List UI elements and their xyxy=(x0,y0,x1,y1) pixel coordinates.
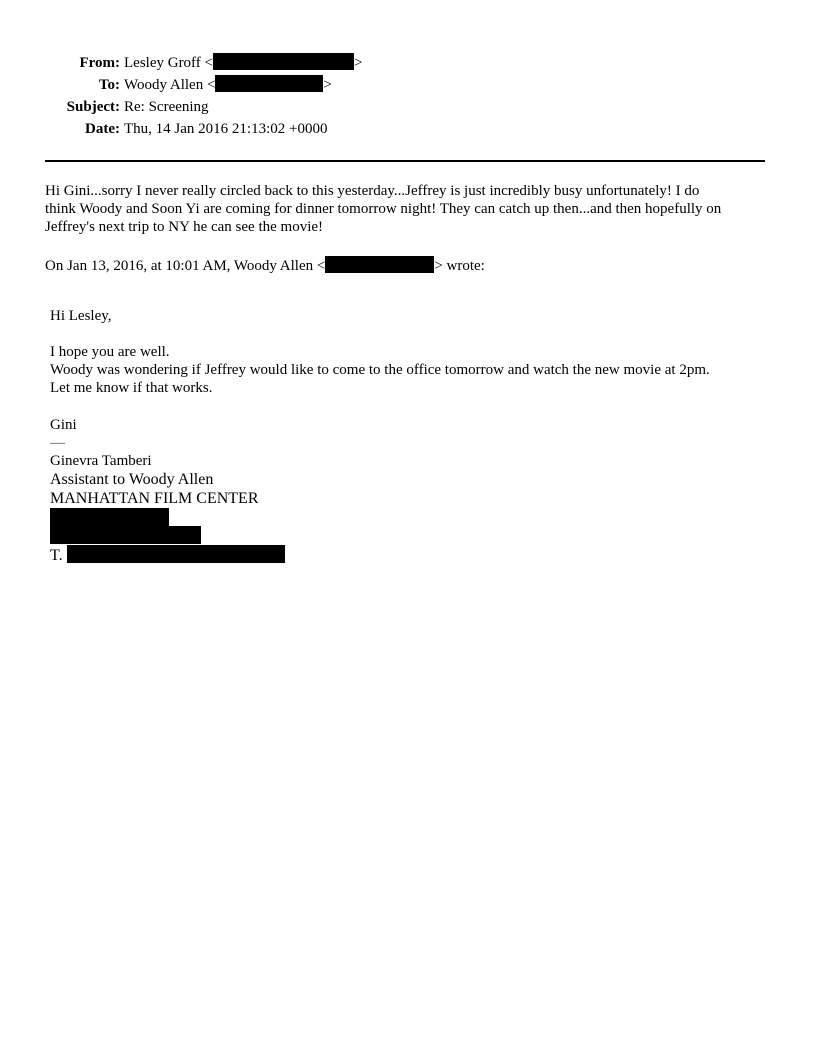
header-divider xyxy=(45,160,765,162)
quoted-message xyxy=(50,307,790,397)
subject-value: Re: Screening xyxy=(124,99,209,115)
to-value xyxy=(124,74,332,96)
redaction-bar xyxy=(215,75,323,92)
quoted-line: I hope you are well. xyxy=(50,344,170,360)
reply-line: think Woody and Soon Yi are coming for dinner tomorrow night! They can catch up then...and then hopefully on xyxy=(45,201,722,217)
quoted-signoff: Gini xyxy=(50,417,77,433)
redaction-bar xyxy=(325,256,434,273)
to-row xyxy=(0,74,816,96)
to-label: To: xyxy=(98,77,120,93)
quote-attribution-after: > wrote: xyxy=(434,258,485,274)
quote-attribution xyxy=(45,256,485,275)
redaction-bar xyxy=(213,53,354,70)
email-header xyxy=(0,52,816,140)
redaction-bar xyxy=(50,508,169,526)
reply-line: Hi Gini...sorry I never really circled back to this yesterday...Jeffrey is just incredibly busy unfortunately! I do xyxy=(45,183,700,199)
date-value: Thu, 14 Jan 2016 21:13:02 +0000 xyxy=(124,121,328,137)
redaction-bar xyxy=(50,526,201,544)
signature-phone-row xyxy=(50,545,285,565)
from-row xyxy=(0,52,816,74)
subject-row xyxy=(0,96,816,118)
to-close: > xyxy=(323,77,332,93)
reply-line: Jeffrey's next trip to NY he can see the movie! xyxy=(45,219,324,235)
subject-label: Subject: xyxy=(66,99,120,115)
signature-dash: — xyxy=(50,435,65,451)
to-name: Woody Allen < xyxy=(124,77,216,93)
from-close: > xyxy=(354,55,363,71)
quoted-line: Let me know if that works. xyxy=(50,380,213,396)
signature-company: MANHATTAN FILM CENTER xyxy=(50,490,259,507)
from-name: Lesley Groff < xyxy=(124,55,213,71)
from-label: From: xyxy=(79,55,120,71)
quoted-line: Woody was wondering if Jeffrey would like to come to the office tomorrow and watch the new movie at 2pm. xyxy=(50,362,710,378)
date-row xyxy=(0,118,816,140)
quoted-greeting: Hi Lesley, xyxy=(50,308,112,324)
signature-title: Assistant to Woody Allen xyxy=(50,471,214,488)
signature-name: Ginevra Tamberi xyxy=(50,453,152,469)
from-value xyxy=(124,52,362,74)
signature-phone-prefix: T. xyxy=(50,547,63,564)
blank-line xyxy=(50,325,790,343)
signature-block xyxy=(50,416,259,508)
quote-attribution-before: On Jan 13, 2016, at 10:01 AM, Woody Allen < xyxy=(45,258,326,274)
redaction-bar xyxy=(67,545,285,563)
date-label: Date: xyxy=(85,121,120,137)
reply-body xyxy=(45,182,780,236)
